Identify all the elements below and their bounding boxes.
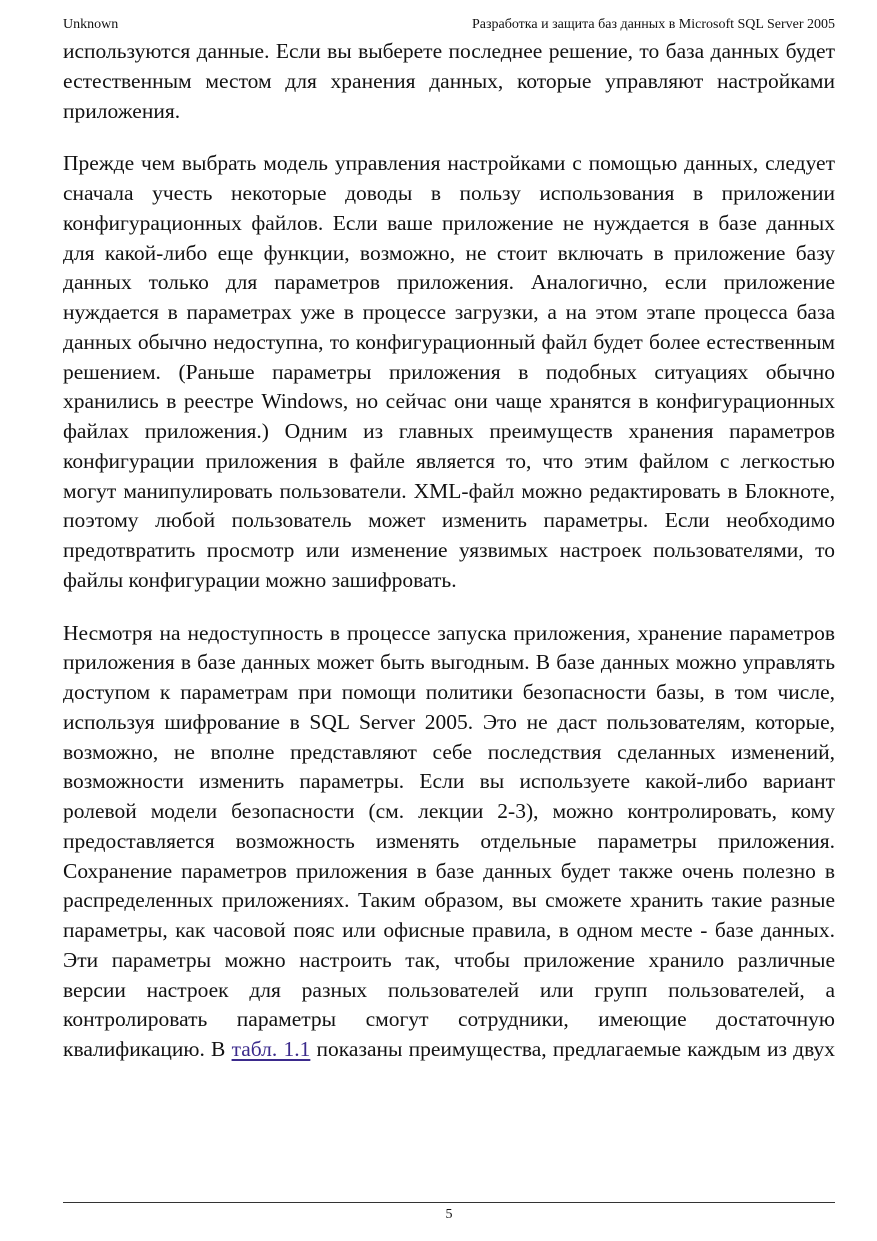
header-author: Unknown	[63, 17, 119, 32]
paragraph-continuation: используются данные. Если вы выберете последнее решение, то база данных будет естественным местом для хранения данных, которые управляют настройками приложения.	[63, 39, 835, 123]
paragraph-text-after-link: показаны преимущества, предлагаемые каждым из двух	[310, 1037, 835, 1061]
page-number: 5	[445, 1207, 453, 1222]
running-header	[63, 16, 835, 34]
paragraph-config-files: Прежде чем выбрать модель управления настройками с помощью данных, следует сначала учесть некоторые доводы в пользу использования в приложении конфигурационных файлов. Если ваше приложение не нуждается в базе данных для какой-либо еще функции, возможно, не стоит включать в приложение базу данных только для параметров приложения. Аналогично, если приложение нуждается в параметрах уже в процессе загрузки, а на этом этапе процесса база данных обычно недоступна, то конфигурационный файл будет более естественным решением. (Раньше параметры приложения в подобных ситуациях обычно хранились в реестре Windows, но сейчас они чаще хранятся в конфигурационных файлах приложения.) Одним из главных преимуществ хранения параметров конфигурации приложения в файле является то, что этим файлом с легкостью могут манипулировать пользователи. XML-файл можно редактировать в Блокноте, поэтому любой пользователь может изменить параметры. Если необходимо предотвратить просмотр или изменение уязвимых настроек пользователями, то файлы конфигурации можно зашифровать.	[63, 151, 835, 592]
body-text	[63, 37, 835, 1088]
document-page	[63, 0, 835, 1241]
header-book-title: Разработка и защита баз данных в Microsoft SQL Server 2005	[471, 17, 835, 32]
table-1-1-link[interactable]: табл. 1.1	[231, 1037, 311, 1061]
paragraph-text-before-link: Несмотря на недоступность в процессе запуска приложения, хранение параметров приложения в базе данных может быть выгодным. В базе данных можно управлять доступом к параметрам при помощи политики безопасности базы, в том числе, используя шифрование в SQL Server 2005. Это не даст пользователям, которые, возможно, не вполне представляют себе последствия сделанных изменений, возможности изменить параметры. Если вы используете какой-либо вариант ролевой модели безопасности (см. лекции 2-3), можно контролировать, кому предоставляется возможность изменять отдельные параметры приложения. Сохранение параметров приложения в базе данных будет также очень полезно в распределенных приложениях. Таким образом, вы сможете хранить такие разные параметры, как часовой пояс или офисные правила, в одном месте - базе данных. Эти параметры можно настроить так, чтобы приложение хранило различные версии настроек для разных пользователей или групп пользователей, а контролировать параметры смогут сотрудники, имеющие достаточную квалификацию. В	[63, 620, 835, 1061]
paragraph-database-settings	[63, 619, 835, 1065]
footer-divider	[63, 1202, 835, 1203]
